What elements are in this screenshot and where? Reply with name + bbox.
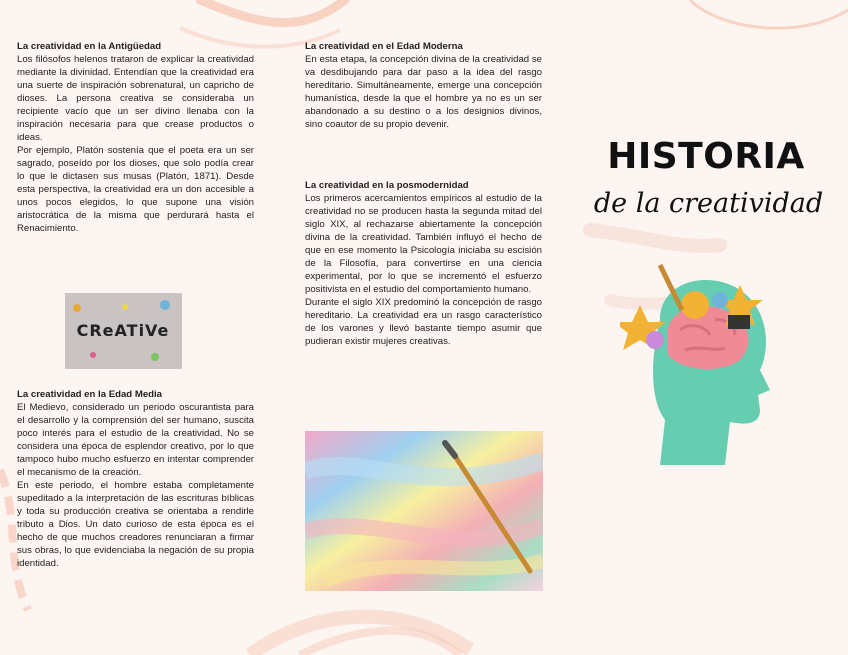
paragraph-edad-media-2: En este periodo, el hombre estaba completamente supeditado a la interpretación de las escrituras bíblicas y toda su producción creativa se orientaba a rendirle tributo a Dios. Un dato curioso de esta época es el hecho de que muchos creadores renunciaran a firmar sus obras, lo que evidenciaba la negación de su propia identidad.	[17, 480, 254, 569]
heading-edad-moderna: La creatividad en el Edad Moderna	[305, 41, 463, 52]
section-edad-media	[17, 388, 254, 570]
creative-head-illustration	[620, 260, 785, 470]
section-edad-moderna	[305, 40, 542, 131]
creative-word: CReATiVe	[76, 321, 170, 340]
paragraph-antiguedad-1: Los filósofos helenos trataron de explicar la creatividad mediante la divinidad. Entendían que la creatividad era una suerte de inspiración sobrenatural, un capricho de dioses. La persona creativa se consideraba un recipiente vacío que un ser divino llenaba con la inspiración necesaria para que crease productos o ideas.	[17, 54, 254, 143]
heading-posmodernidad: La creatividad en la posmodernidad	[305, 180, 469, 191]
paragraph-posmodernidad-2: Durante el siglo XIX predominó la concepción de rasgo hereditario. La creatividad era un rasgo característico de los varones y llevó bastante tiempo asumir que pudieran existir mujeres creativas.	[305, 297, 542, 347]
watercolor-brush-image	[305, 431, 543, 591]
heading-antiguedad: La creatividad en la Antigüedad	[17, 41, 162, 52]
paragraph-posmodernidad-1: Los primeros acercamientos empíricos al estudio de la creatividad no se producen hasta la segunda mitad del siglo XIX, al rechazarse abiertamente la concepción divina de la creatividad. También influyó el hecho de que en ese momento la Psicología iniciaba su escisión de la Filosofía, para convertirse en una ciencia experimental, por lo que se incrementó el esfuerzo positivista en el estudio del comportamiento humano.	[305, 193, 542, 295]
cover-title: HISTORIA	[607, 136, 805, 177]
paragraph-edad-media-1: El Medievo, considerado un periodo oscurantista para el desarrollo y la comprensión del ser humano, suscita poco interés para el estudio de la creatividad. No se considera una época de esplendor creativo, por lo que tampoco hubo mucho esfuerzo en intentar comprender el mecanismo de la creación.	[17, 402, 254, 478]
cover-subtitle: de la creatividad	[593, 188, 824, 219]
heading-edad-media: La creatividad en la Edad Media	[17, 389, 163, 400]
paragraph-antiguedad-2: Por ejemplo, Platón sostenía que el poeta era un ser sagrado, poseído por los dioses, que solo podía crear lo que le dictasen sus musas (Platón, 1871). Desde esta perspectiva, la creatividad era un don accesible a unos pocos elegidos, lo que supone una visión aristocrática de la misma que perdurará hasta el Renacimiento.	[17, 145, 254, 234]
creative-letters-image	[65, 293, 182, 369]
section-antiguedad	[17, 40, 254, 235]
section-posmodernidad	[305, 179, 542, 348]
paragraph-edad-moderna-1: En esta etapa, la concepción divina de la creatividad se va desdibujando para dar paso a la idea del rasgo hereditario. Simultáneamente, emerge una concepción humanística, desde la que el hombre ya no es un ser abandonado a su destino o a los designios divinos, sino coautor de su propio devenir.	[305, 54, 542, 130]
